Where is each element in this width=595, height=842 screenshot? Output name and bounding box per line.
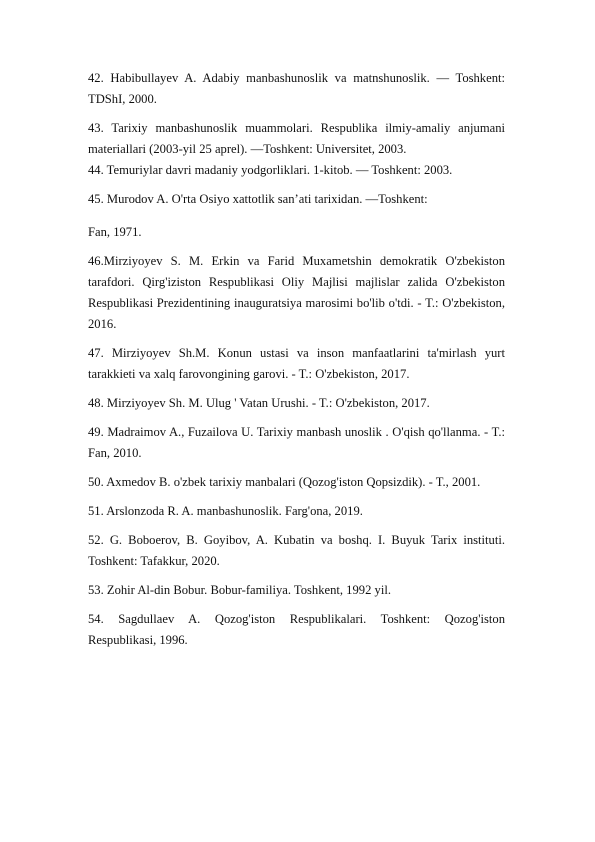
reference-item-44: 44. Temuriylar davri madaniy yodgorliklari. 1-kitob. — Toshkent: 2003. — [88, 163, 453, 177]
reference-item-49: 49. Madraimov A., Fuzailova U. Tarixiy manbash unoslik . O'qish qo'llanma. - T.: Fan, 2010. — [88, 425, 505, 460]
reference-list — [88, 68, 505, 659]
reference-item-45: 45. Murodov A. O'rta Osiyo xattotlik san’ati tarixidan. —Toshkent: — [88, 192, 428, 206]
reference-item-48: 48. Mirziyoyev Sh. M. Ulug ' Vatan Urushi. - T.: O'zbekiston, 2017. — [88, 396, 430, 410]
reference-item-54: 54. Sagdullaev A. Qozog'iston Respublikalari. Toshkent: Qozog'iston Respublikasi, 1996. — [88, 612, 505, 647]
reference-item-53: 53. Zohir Al-din Bobur. Bobur-familiya. Toshkent, 1992 yil. — [88, 583, 391, 597]
reference-item-45-continuation: Fan, 1971. — [88, 225, 142, 239]
reference-item-50: 50. Axmedov B. o'zbek tarixiy manbalari (Qozog'iston Qopsizdik). - T., 2001. — [88, 475, 481, 489]
reference-item-51: 51. Arslonzoda R. A. manbashunoslik. Farg'ona, 2019. — [88, 504, 363, 518]
reference-item-42: 42. Habibullayev A. Adabiy manbashunoslik va matnshunoslik. — Toshkent: TDShI, 2000. — [88, 71, 505, 106]
reference-item-46: 46.Mirziyoyev S. M. Erkin va Farid Muxametshin demokratik O'zbekiston tarafdori. Qirg'iziston Respublikasi Oliy Majlisi majlislar zalida O'zbekiston Respublikasi Prezidentining inauguratsiya marosimi bo'lib o'tdi. - T.: O'zbekiston, 2016. — [88, 254, 505, 331]
reference-item-43: 43. Tarixiy manbashunoslik muammolari. Respublika ilmiy-amaliy anjumani materiallari (2003-yil 25 aprel). —Toshkent: Universitet, 2003. — [88, 121, 505, 156]
reference-item-47: 47. Mirziyoyev Sh.M. Konun ustasi va inson manfaatlarini ta'mirlash yurt tarakkieti va xalq farovongining garovi. - T.: O'zbekiston, 2017. — [88, 346, 505, 381]
reference-item-52: 52. G. Boboerov, B. Goyibov, A. Kubatin va boshq. I. Buyuk Tarix instituti. Toshkent: Tafakkur, 2020. — [88, 533, 505, 568]
